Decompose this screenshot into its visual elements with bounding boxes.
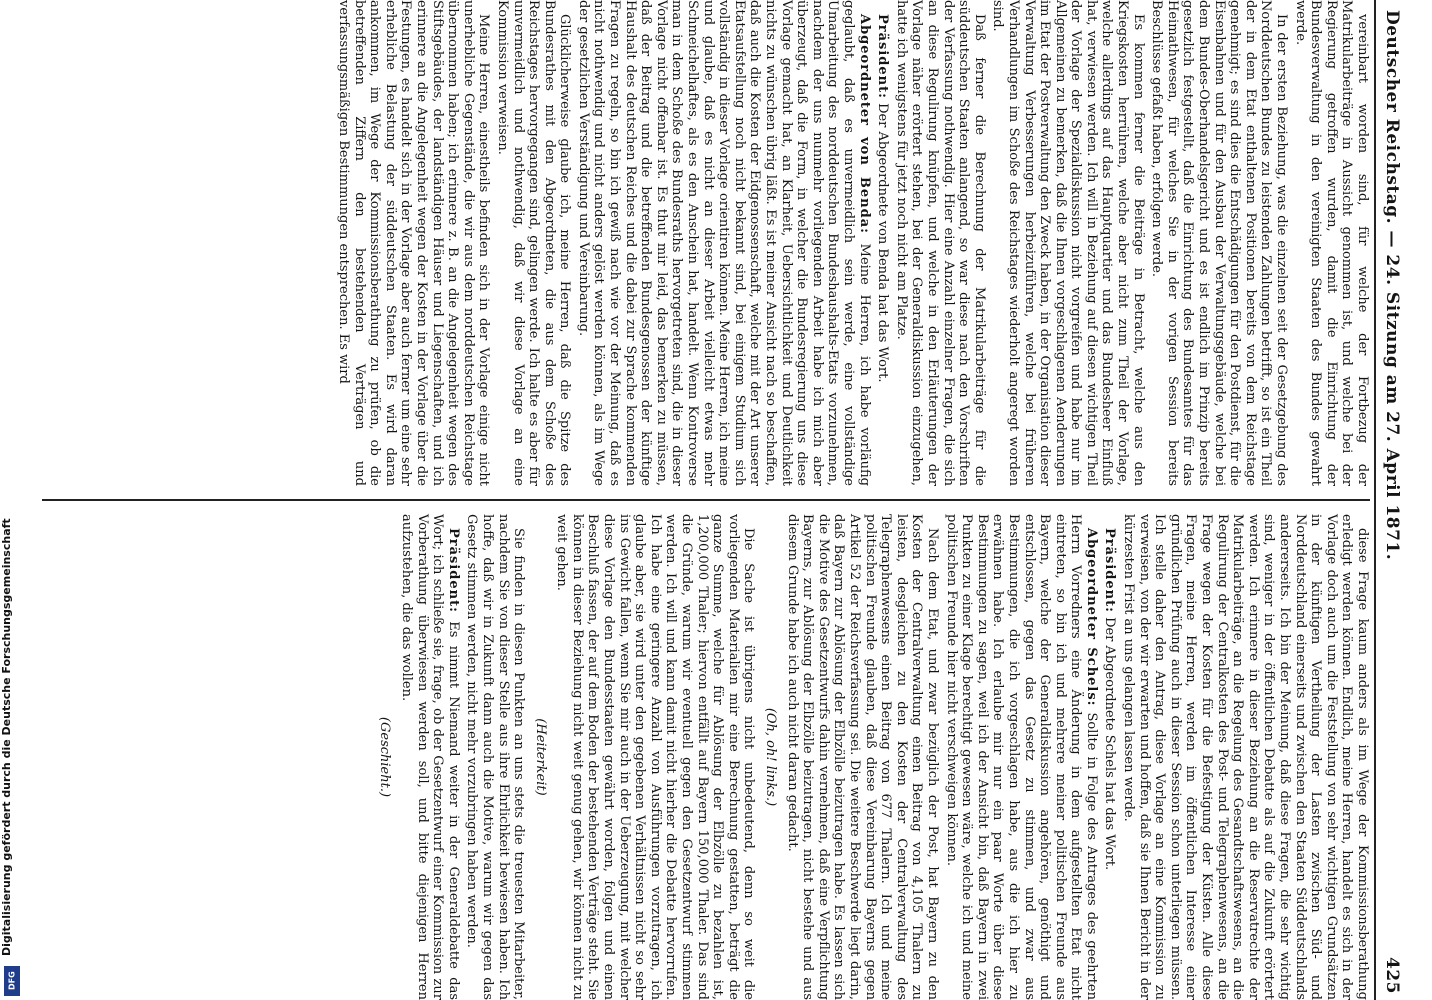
speech-entry xyxy=(1102,514,1118,1000)
speech-text: Es nimmt Niemand weiter in der Generaldebatte das Wort; ich schließe sie, frage, ob der Gesetzentwurf einer Kommission zur Vorberathung überwiesen werden soll, und bitte diejenigen Herren aufzustehen, die das wollen. xyxy=(398,514,461,1000)
paragraph: Nach dem Etat, und zwar bezüglich der Post, hat Bayern zu den Kosten der Centralverwaltung einen Beitrag von 4,105 Thalern zu leisten, desgleichen zu den Kosten der Centralverwaltung des Telegraphenwesens einen Beitrag von 677 Thalern. Ich und meine politischen Freunde glauben, daß diese Vereinbarung Bayerns gegen Artikel 52 der Reichsverfassung sei. Die weitere Beschwerde liegt darin, daß Bayern zur Ablösung der Elbzölle beizutragen habe. Es lassen sich die Motive des Gesetzentwurfs dahin vernehmen, daß eine Verpflichtung Bayerns, zur Ablösung der Elbzölle beizutragen, nicht bestehe und aus diesem Grunde habe ich auch nicht daran gedacht. xyxy=(784,514,940,1000)
interjection: (Oh, oh! links.) xyxy=(763,707,779,807)
dfg-logo: DFG xyxy=(4,966,20,996)
page-number: 425 xyxy=(1382,957,1402,994)
speaker-name: Präsident: xyxy=(1102,528,1118,613)
speaker-name: Präsident: xyxy=(875,14,891,99)
speaker-name: Abgeordneter Schels: xyxy=(1083,528,1099,707)
speech-entry xyxy=(575,0,871,486)
speaker-name: Abgeordneter von Benda: xyxy=(856,14,872,234)
paragraph: Es kommen ferner die Beiträge in Betracht, welche aus den Kriegskosten herrühren, welche aber nicht zum Theil der Vorlage, welche allerdings auf das Hauptquartier und das Bundesheer Einfluß hat, verwiesen werden. Ich will in Beziehung auf diesen wichtigen Theil der Vorlage der Spezialdiskussion nicht vorgreifen und habe nur im Allgemeinen zu bemerken, daß die Ihnen vorgeschlagenen Aenderungen im Etat der Postverwaltung den Zweck haben, in der Organisation dieser Verwaltung Verbesserungen herbeizuführen, welche bei früheren Verhandlungen im Schoße des Reichstages wiederholt angeregt worden sind. xyxy=(990,0,1146,486)
paragraph: diese Frage kaum anders als im Wege der Kommissionsberathung erledigt werden können. Endlich, meine Herren, handelt es sich in der Vorlage doch auch um die Feststellung von sehr wichtigen Grundsätzen in der künftigen Vertheilung der Lasten zwischen Süd- und Norddeutschland einerseits und zwischen den Staaten Süddeutschlands andererseits. Ich bin der Meinung, daß diese Fragen, die sehr wichtig sind, weniger in der öffentlichen Debatte als auf die Zukunft erörtert werden. Ich erinnere in dieser Beziehung an die Reservatrechte der Matrikularbeiträge, an die Regelung des Gesandtschaftswesens, an die Regulirung der Centralkosten des Post- und Telegraphenwesens, an die Frage wegen der Kosten für die Befestigung der Küsten. Alle diese Fragen, meine Herren, werden im öffentlichen Interesse einer gründlichen Prüfung auch in dieser Session schon unterliegen müssen. Ich stelle daher den Antrag, diese Vorlage an eine Kommission zu verweisen, von der wir erwarten und hoffen, daß sie Ihnen Bericht in der kürzesten Frist an uns gelangen lassen werde. xyxy=(1121,514,1370,1000)
digitization-note: Digitalisierung gefördert durch die Deutsche Forschungsgemeinschaft xyxy=(0,518,13,956)
interjection: (Heiterkeit) xyxy=(532,718,548,796)
paragraph: In der ersten Beziehung, was die einzelnen seit der Gesetzgebung des Norddeutschen Bundes zu leistenden Zahlungen betrifft, so ist ein Theil der in dem Etat enthaltenen Positionen bereits von dem Reichstage genehmigt; es sind dies die Entschädigungen für den Postdienst, für die Eisenbahnen und für den Ausbau der Verwaltungsgebäude, welche bei dem Bundes-Oberhandelsgericht und es ist endlich im Prinzip bereits gesetzlich festgestellt, daß die Einrichtung des Bundesamtes für das Heimathwesen, für welches Sie in der vorigen Session bereits Beschlüsse gefaßt haben, erfolgen werde. xyxy=(1149,0,1290,486)
paragraph: Sie finden in diesen Punkten an uns stets die treuesten Mitarbeiter, nachdem Sie von dieser Stelle aus ihre Ehrlichkeit bewiesen haben. Ich hoffe, daß wir in Zukunft dann auch die Motive, warum wir gegen das Gesetz stimmen werden, nicht mehr vorzubringen haben werden. xyxy=(464,514,527,1000)
paragraph: vereinbart worden sind, für welche der Fortbezug der Matrikularbeiträge in Aussicht genommen ist, und welche bei der Regierung getroffen wurden, damit die Einrichtung der Bundesverwaltung in den vereinigten Staaten des Bundes gewahrt werde. xyxy=(1292,0,1370,486)
header-rule xyxy=(1374,0,1376,1000)
left-column xyxy=(332,0,1370,486)
speech-entry xyxy=(875,0,891,486)
column-divider xyxy=(42,499,1370,501)
paragraph: Die Sache ist übrigens nicht unbedeutend, denn so weit die vorliegenden Materialien mir eine Berechnung gestatten, beträgt die ganze Summe, welche für Ablösung der Elbzölle zu bezahlen ist, 1,200,000 Thaler; hiervon entfällt auf Bayern 150,000 Thaler. Das sind die Gründe, warum wir eventuell gegen den Gesetzentwurf stimmen werden. Ich will und kann damit nicht hierher die Debatte hervorrufen. Ich habe eine geringere Anzahl von Ausführungen vorzutragen, ich glaube aber, sie wird unter den gegebenen Verhältnissen nicht so sehr ins Gewicht fallen, wenn Sie mir auch in der Ueberzeugung, mit welcher diese Vorlage den Bundesstaaten gewährt worden, folgen und einen Beschluß fassen, der auf dem Boden der bestehenden Verträge steht. Sie können in dieser Beziehung nicht weit genug gehen, wir können nicht zu weit gehen. xyxy=(554,514,757,1000)
scanned-page xyxy=(26,0,1406,1000)
speech-text: Der Abgeordnete Schels hat das Wort. xyxy=(1102,617,1118,871)
speech-entry xyxy=(943,514,1099,1000)
speech-text: Sollte in Folge des Antrages des geehrten Herrn Vorredners eine Änderung in dem aufgestellten Etat nicht eintreten, so bin ich und mehrere meiner politischen Freunde aus Bayern, welche der Generaldiskussion angehören, genöthigt und entschlossen, gegen das Gesetz zu stimmen, und zwar aus Bestimmungen, die ich vorgeschlagen habe, aus die ich hier zu erwähnen habe. Ich erlaube mir nur ein paar Worte über diese Bestimmungen zu sagen, weil ich der Ansicht bin, daß Bayern in zwei Punkten zu einer Klage berechtigt gewesen wäre, welche ich und meine politischen Freunde hier nicht verschweigen können. xyxy=(943,514,1099,1000)
speaker-name: Präsident: xyxy=(445,528,461,613)
interjection: (Geschieht.) xyxy=(377,716,393,798)
speech-entry xyxy=(398,514,460,1000)
running-head xyxy=(1376,0,1406,1000)
right-column xyxy=(371,514,1370,1000)
paragraph: Daß ferner die Berechnung der Matrikularbeiträge für die süddeutschen Staaten anlangend, so war diese nach den Vorschriften der Verfassung nothwendig. Hier eine Anzahl einzelner Fragen, die sich an diese Regulirung knüpfen, und welche in den Erläuterungen der Vorlage näher erörtert stehen, bei der Generaldiskussion einzugehen, hatte ich wenigstens für jetzt noch nicht am Platze. xyxy=(893,0,987,486)
paragraph: Glücklicherweise glaube ich, meine Herren, daß die Spitze des Bundesrathes mit den Abgeordneten, die aus dem Schoße des Reichstages hervorgegangen sind, gelingen werde. Ich halte es aber für unvermeidlich und nothwendig, daß wir diese Vorlage an eine Kommission verweisen. xyxy=(494,0,573,486)
page-title: Deutscher Reichstag. — 24. Sitzung am 27. April 1871. xyxy=(1382,10,1402,561)
digitization-footer xyxy=(0,0,24,1000)
speech-text: Meine Herren, ich habe vorläufig geglaubt, daß es unvermeidlich sein werde, eine vollständige Umarbeitung des norddeutschen Bundeshaushalts-Etats vorzunehmen, nachdem der uns nunmehr vorliegenden Arbeit habe ich mich aber überzeugt, daß die Form, in welcher die Bundesregierung uns diese Vorlage gemacht hat, an Klarheit, Uebersichtlichkeit und Deutlichkeit nichts zu wünschen übrig läßt. Es ist meiner Ansicht nach so beschaffen, daß auch die Kosten der Eidgenossenschaft, welche mit der Art unserer Etatsaufstellung noch nicht bekannt sind, bei einigem Studium sich vollständig in dieser Vorlage orientiren können. Meine Herren, ich meine und glaube, daß es nicht an dieser Arbeit vielleicht etwas mehr Schmeichelhaftes, als es den Anschein hat, handelt. Wenn Kontroverse man in dem Schoße des Bundesraths hervorgetreten sind, die in dieser Vorlage nicht offenbar ist. Es thut mir leid, das bemerken zu müssen, daß der Beitrag und die betreffenden Bundesgenossen der künftige Haushalt des deutschen Reiches und die dabei zur Sprache kommenden Fragen zu regeln, so bin ich gewiß nach wie vor der Meinung, daß es nicht nothwendig und nicht anders gelöst werden können, als im Wege der gesetzlichen Verständigung und Vereinbarung. xyxy=(575,0,872,486)
paragraph: Meine Herren, einestheils befinden sich in der Vorlage einige nicht unerhebliche Gegenstände, die wir aus dem norddeutschen Reichstage übernommen haben; ich erinnere z. B. an die Angelegenheit wegen des Stiftsgebäudes, der landständigen Häuser und Liegenschaften, und ich erinnere an die Angelegenheit wegen der Kosten in der Vorlage über die Festungen, es handelt sich in der Vorlage aber auch ferner um eine sehr erhebliche Belastung der süddeutschen Staaten. Es wird daran ankommen, im Wege der Kommissionsberathung zu prüfen, ob die betreffenden Ziffern den bestehenden Verträgen und verfassungsmäßigen Bestimmungen entsprechen. Es wird xyxy=(336,0,492,486)
speech-text: Der Abgeordnete von Benda hat das Wort. xyxy=(875,103,891,383)
